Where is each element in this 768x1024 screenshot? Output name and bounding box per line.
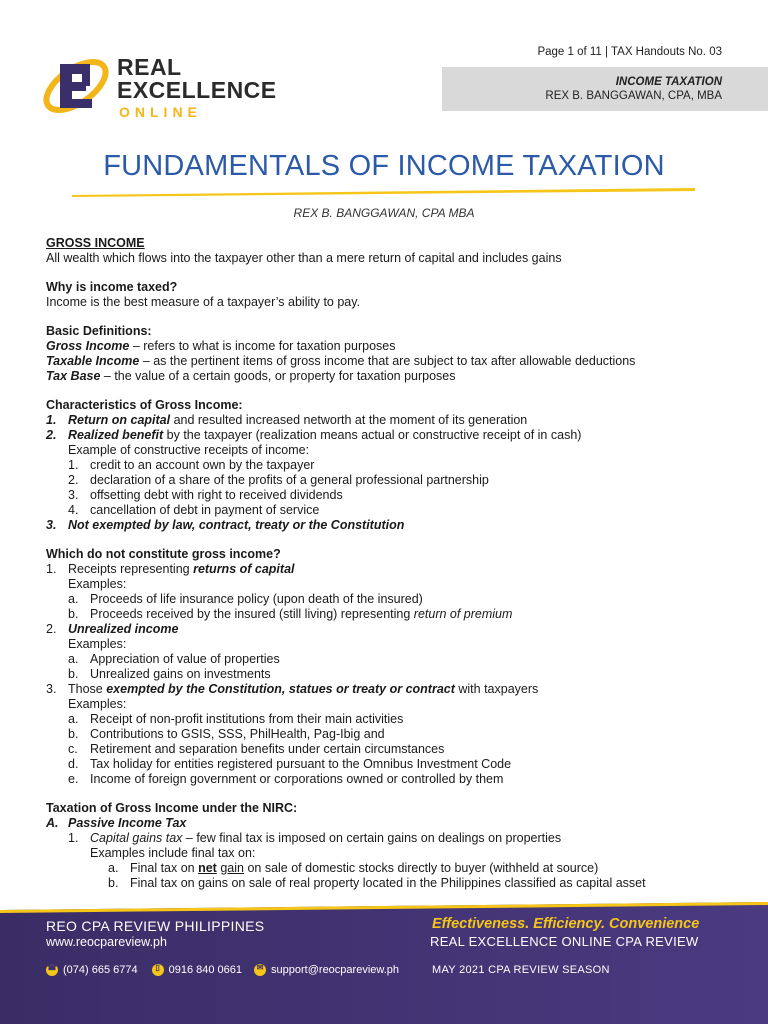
paragraph: Examples: [68,697,127,711]
paragraph: Examples include final tax on: [90,846,256,860]
list-item: e. Income of foreign government or corporations owned or controlled by them [68,772,504,786]
section-heading: Which do not constitute gross income? [46,547,281,561]
section-heading: Basic Definitions: [46,324,152,338]
header-subject: INCOME TAXATION [615,76,722,88]
section-heading: Characteristics of Gross Income: [46,398,243,412]
reo-logo-icon [34,42,118,126]
list-item: 1. credit to an account own by the taxpayer [68,458,315,472]
paragraph: Income is the best measure of a taxpayer’s ability to pay. [46,295,361,309]
list-item: 1. Capital gains tax – few final tax is imposed on certain gains on dealings on properties [68,831,562,845]
paragraph: Example of constructive receipts of income: [68,443,310,457]
list-item: 2. Realized benefit by the taxpayer (realization means actual or constructive receipt of in cash) [46,428,582,442]
list-item: 2. declaration of a share of the profits of a general professional partnership [68,473,489,487]
page-info: Page 1 of 11 | TAX Handouts No. 03 [537,46,722,58]
document-body [46,236,726,891]
document-title: FUNDAMENTALS OF INCOME TAXATION [103,150,665,182]
list-item: a. Proceeds of life insurance policy (upon death of the insured) [68,592,423,606]
list-item: b. Final tax on gains on sale of real property located in the Philippines classified as capital asset [108,876,646,890]
list-item: a. Appreciation of value of properties [68,652,280,666]
list-item: b. Contributions to GSIS, SSS, PhilHealth, Pag-Ibig and [68,727,385,741]
section-heading: GROSS INCOME [46,236,145,250]
document-author: REX B. BANGGAWAN, CPA MBA [293,206,475,220]
footer-tagline: Effectiveness. Efficiency. Convenience [432,916,700,932]
header-author: REX B. BANGGAWAN, CPA, MBA [545,90,722,102]
header-box [442,67,768,111]
list-item: 4. cancellation of debt in payment of service [68,503,320,517]
list-item: 1. Receipts representing returns of capital [46,562,295,576]
phone-icon: ☎ [46,964,58,976]
list-item: 1. Return on capital and resulted increased networth at the moment of its generation [46,413,528,427]
list-item: c. Retirement and separation benefits under certain circumstances [68,742,445,756]
paragraph: Examples: [68,637,127,651]
section-heading: Why is income taxed? [46,280,178,294]
definition: Tax Base – the value of a certain goods, or property for taxation purposes [46,369,456,383]
footer-email[interactable]: support@reocpareview.ph [271,964,400,976]
footer-website[interactable]: www.reocpareview.ph [46,935,167,949]
list-item: b. Unrealized gains on investments [68,667,271,681]
list-item: 2. Unrealized income [46,622,179,636]
list-item: b. Proceeds received by the insured (still living) representing return of premium [68,607,513,621]
brand-sub: ONLINE [119,104,202,120]
definition: Taxable Income – as the pertinent items of gross income that are subject to tax after allowable deductions [46,354,636,368]
list-item: A. Passive Income Tax [46,816,187,830]
paragraph: All wealth which flows into the taxpayer other than a mere return of capital and includes gains [46,251,562,265]
title-underline [72,186,695,197]
footer-season: MAY 2021 CPA REVIEW SEASON [432,964,610,976]
email-icon: ✉ [254,964,266,976]
list-item: 3. Those exempted by the Constitution, statues or treaty or contract with taxpayers [46,682,539,696]
brand-logo [34,42,304,127]
list-item: a. Final tax on net gain on sale of domestic stocks directly to buyer (withheld at source) [108,861,599,875]
list-item: d. Tax holiday for entities registered pursuant to the Omnibus Investment Code [68,757,512,771]
list-item: a. Receipt of non-profit institutions from their main activities [68,712,404,726]
mobile-icon: ▯ [152,964,164,976]
section-heading: Taxation of Gross Income under the NIRC: [46,801,298,815]
brand-name: REAL EXCELLENCE [117,54,277,103]
page-footer [0,902,768,1024]
definition: Gross Income – refers to what is income for taxation purposes [46,339,396,353]
footer-name: REAL EXCELLENCE ONLINE CPA REVIEW [430,934,699,949]
paragraph: Examples: [68,577,127,591]
footer-contacts [46,964,399,976]
list-item: 3. offsetting debt with right to received dividends [68,488,343,502]
footer-org: REO CPA REVIEW PHILIPPINES [46,918,265,934]
footer-mobile: 0916 840 0661 [168,964,243,976]
footer-phone: (074) 665 6774 [63,964,138,976]
list-item: 3. Not exempted by law, contract, treaty or the Constitution [46,518,405,532]
